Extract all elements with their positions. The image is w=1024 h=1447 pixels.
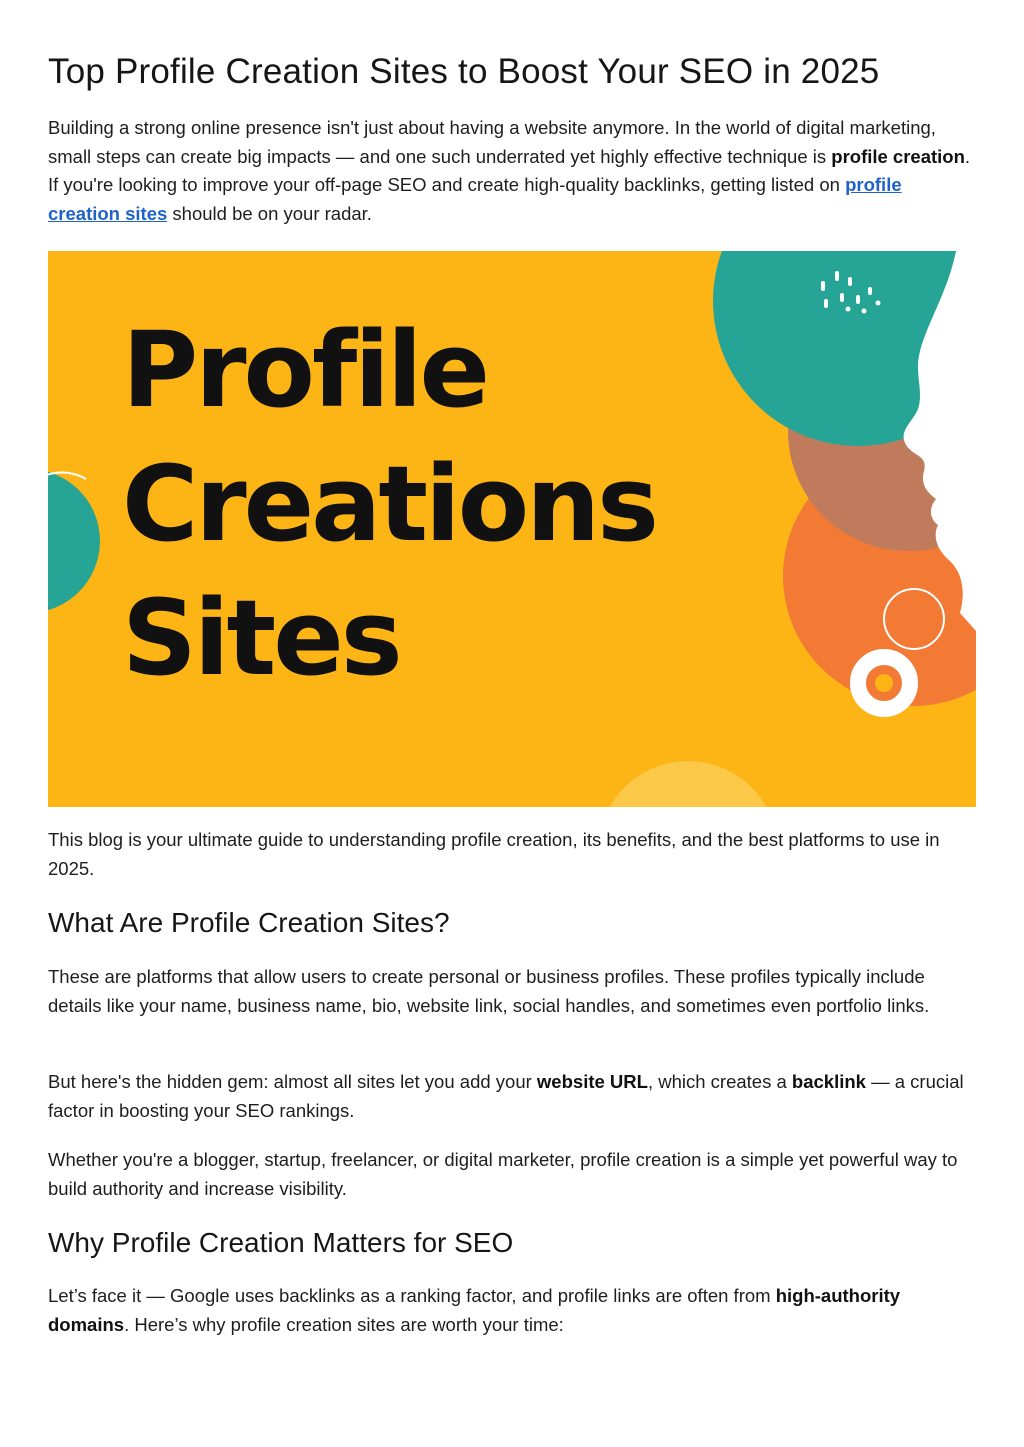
s1p2-text-2: , which creates a — [647, 1071, 792, 1092]
intro-text-2: . If you're looking to improve your off-page SEO and create high-quality backlinks, getting listed on — [48, 145, 971, 195]
after-image-paragraph: This blog is your ultimate guide to understanding profile creation, its benefits, and the best platforms to use in 2025. — [48, 829, 940, 879]
s1p2-bold-backlink: backlink — [791, 1071, 866, 1092]
s1p2-text-1: But here's the hidden gem: almost all sites let you add your — [48, 1071, 537, 1092]
hero-image — [48, 251, 976, 807]
intro-paragraph — [48, 114, 978, 228]
hero-image-text — [122, 303, 656, 705]
intro-bold-profile-creation: profile creation — [831, 145, 965, 167]
s2p1-text-2: . Here’s why profile creation sites are worth your time: — [124, 1313, 564, 1335]
s1p2-bold-website-url: website URL — [536, 1071, 648, 1092]
page-title: Top Profile Creation Sites to Boost Your SEO in 2025 — [48, 52, 880, 91]
section-heading-what-are: What Are Profile Creation Sites? — [48, 907, 450, 938]
intro-text-3: should be on your radar. — [167, 202, 372, 224]
section1-paragraph-2 — [48, 1068, 978, 1125]
s2p1-bold-high-authority: high-authority domains — [48, 1285, 901, 1335]
hero-line-1: Profile — [122, 309, 488, 431]
hero-line-2: Creations — [122, 443, 657, 565]
section1-paragraph-3: Whether you're a blogger, startup, freelancer, or digital marketer, profile creation is a simple yet powerful way to build authority and increase visibility. — [48, 1149, 958, 1199]
intro-text-1: Building a strong online presence isn't just about having a website anymore. In the world of digital marketing, small steps can create big impacts — and one such underrated yet highly effective technique is — [48, 117, 936, 167]
s2p1-text-1: Let’s face it — Google uses backlinks as a ranking factor, and profile links are often from — [48, 1285, 776, 1306]
section1-paragraph-1: These are platforms that allow users to create personal or business profiles. These profiles typically include details like your name, business name, bio, website link, social handles, and sometimes even portfolio links. — [48, 966, 930, 1016]
section-heading-why-matters: Why Profile Creation Matters for SEO — [48, 1227, 514, 1258]
s1p2-text-3: — a crucial factor in boosting your SEO rankings. — [48, 1071, 964, 1121]
profile-creation-sites-link[interactable]: profile creation sites — [48, 174, 902, 224]
section2-paragraph-1 — [48, 1282, 978, 1339]
hero-line-3: Sites — [122, 577, 400, 699]
